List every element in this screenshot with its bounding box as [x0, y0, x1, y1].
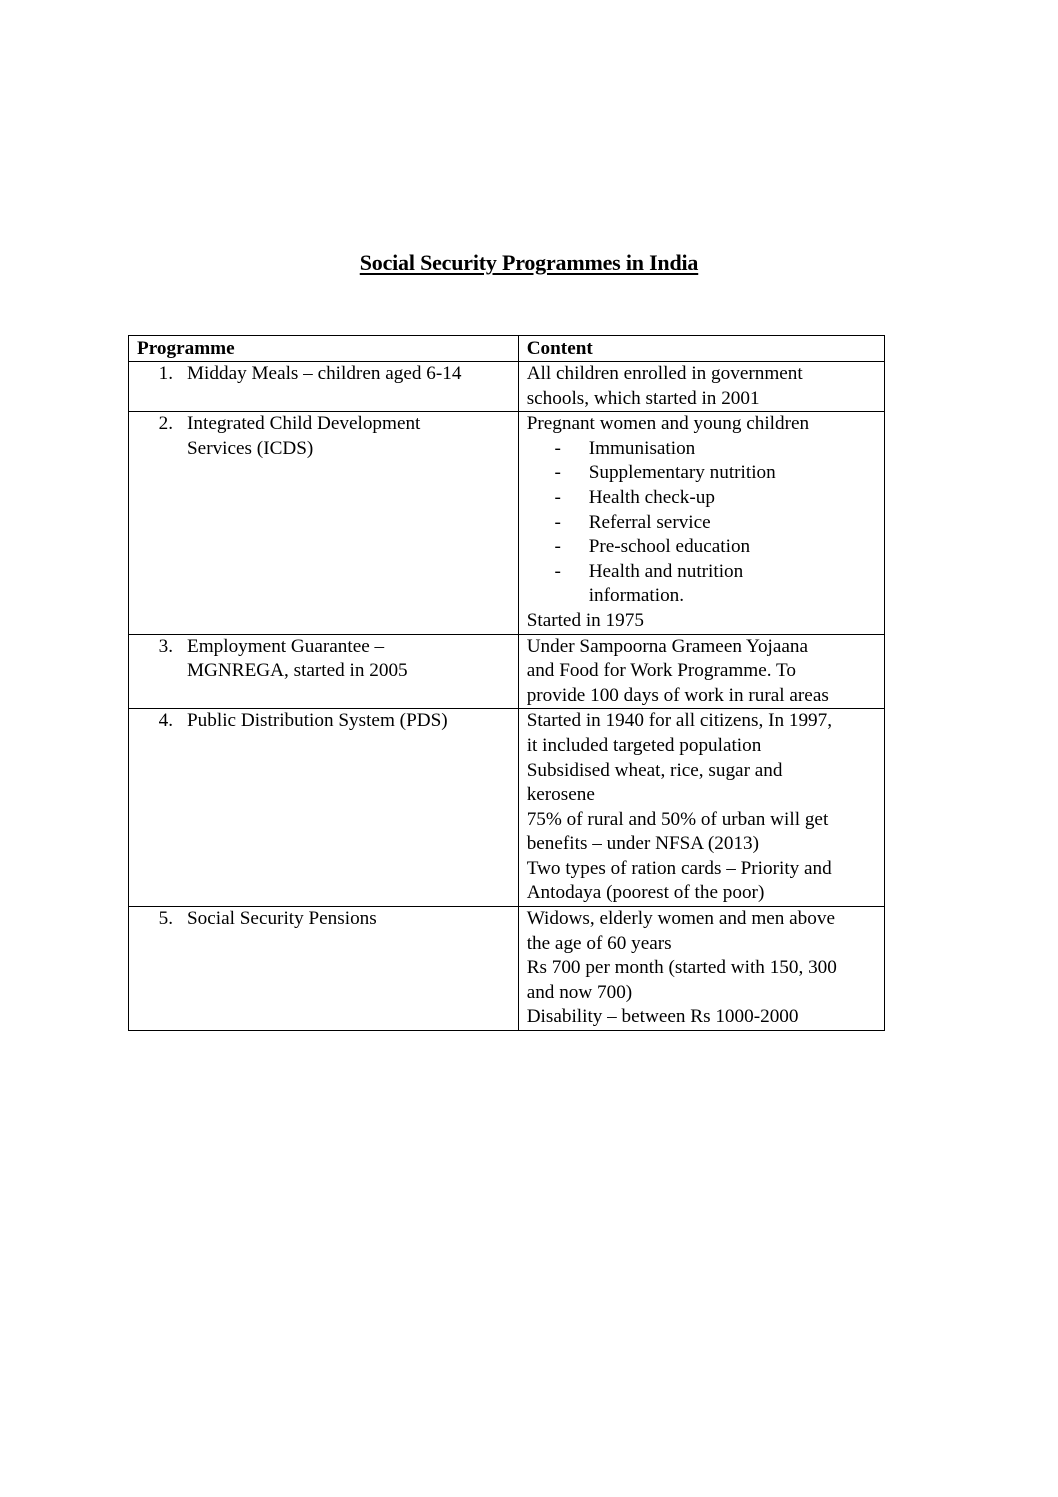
bullet-item: - Health and nutrition information.	[527, 560, 884, 609]
content-line: 75% of rural and 50% of urban will get	[526, 808, 829, 830]
row-number: 4.	[158, 710, 173, 732]
content-line: Started in 1940 for all citizens, In 1997,	[526, 710, 833, 732]
content-line: kerosene	[526, 784, 595, 806]
table-row	[129, 412, 885, 634]
page-title: Social Security Programmes in India	[359, 250, 699, 275]
programme-cell	[129, 907, 519, 1031]
content-cell	[518, 634, 884, 709]
content-line: the age of 60 years	[526, 932, 672, 954]
programme-cell	[129, 634, 519, 709]
table-row	[129, 634, 885, 709]
content-line: Rs 700 per month (started with 150, 300	[526, 957, 837, 979]
content-line: All children enrolled in government	[526, 363, 803, 384]
bullet-item: - Supplementary nutrition	[527, 461, 884, 486]
programme-name: Midday Meals – children aged 6-14	[187, 363, 462, 384]
content-cell	[518, 907, 884, 1031]
row-number: 3.	[158, 635, 173, 657]
dash-bullet-icon: -	[554, 560, 561, 582]
content-line: Subsidised wheat, rice, sugar and	[526, 759, 783, 781]
dash-bullet-icon: -	[554, 462, 561, 484]
content-line: Two types of ration cards – Priority and	[526, 857, 832, 879]
content-line: and Food for Work Programme. To	[526, 660, 796, 682]
content-cell	[518, 709, 884, 907]
content-line: Disability – between Rs 1000-2000	[526, 1006, 799, 1028]
dash-bullet-icon: -	[554, 437, 561, 459]
row-number: 2.	[158, 413, 173, 435]
dash-bullet-icon: -	[554, 511, 561, 533]
content-line: and now 700)	[526, 981, 633, 1003]
dash-bullet-icon: -	[554, 536, 561, 558]
content-cell	[518, 362, 884, 412]
table-header-row	[129, 336, 885, 362]
programme-name: Integrated Child Development Services (ICDS)	[187, 413, 421, 459]
table-row	[129, 709, 885, 907]
table-row	[129, 362, 885, 412]
bullet-item: - Immunisation	[527, 437, 884, 462]
content-line: schools, which started in 2001	[526, 387, 760, 409]
header-programme: Programme	[129, 336, 519, 362]
dash-bullet-icon: -	[554, 486, 561, 508]
content-cell	[518, 412, 884, 634]
content-line: Started in 1975	[526, 609, 644, 631]
content-line: Antodaya (poorest of the poor)	[526, 882, 765, 904]
bullet-item: - Health check-up	[527, 486, 884, 511]
programmes-table	[128, 335, 885, 1031]
content-line: benefits – under NFSA (2013)	[526, 833, 760, 855]
row-number: 5.	[158, 908, 173, 930]
content-line: Widows, elderly women and men above	[526, 908, 835, 930]
programme-name: Social Security Pensions	[187, 908, 377, 930]
programme-name: Public Distribution System (PDS)	[187, 710, 448, 732]
programme-cell	[129, 362, 519, 412]
row-number: 1.	[158, 363, 173, 384]
header-content: Content	[518, 336, 884, 362]
table-row	[129, 907, 885, 1031]
content-line: provide 100 days of work in rural areas	[526, 684, 829, 706]
content-line: Under Sampoorna Grameen Yojaana	[526, 635, 809, 657]
bullet-item: - Referral service	[527, 511, 884, 536]
bullet-item: - Pre-school education	[527, 535, 884, 560]
programme-cell	[129, 709, 519, 907]
programme-name: Employment Guarantee – MGNREGA, started in 2005	[187, 635, 408, 682]
content-line: it included targeted population	[526, 734, 762, 756]
content-line: Pregnant women and young children	[526, 413, 810, 435]
programme-cell	[129, 412, 519, 634]
